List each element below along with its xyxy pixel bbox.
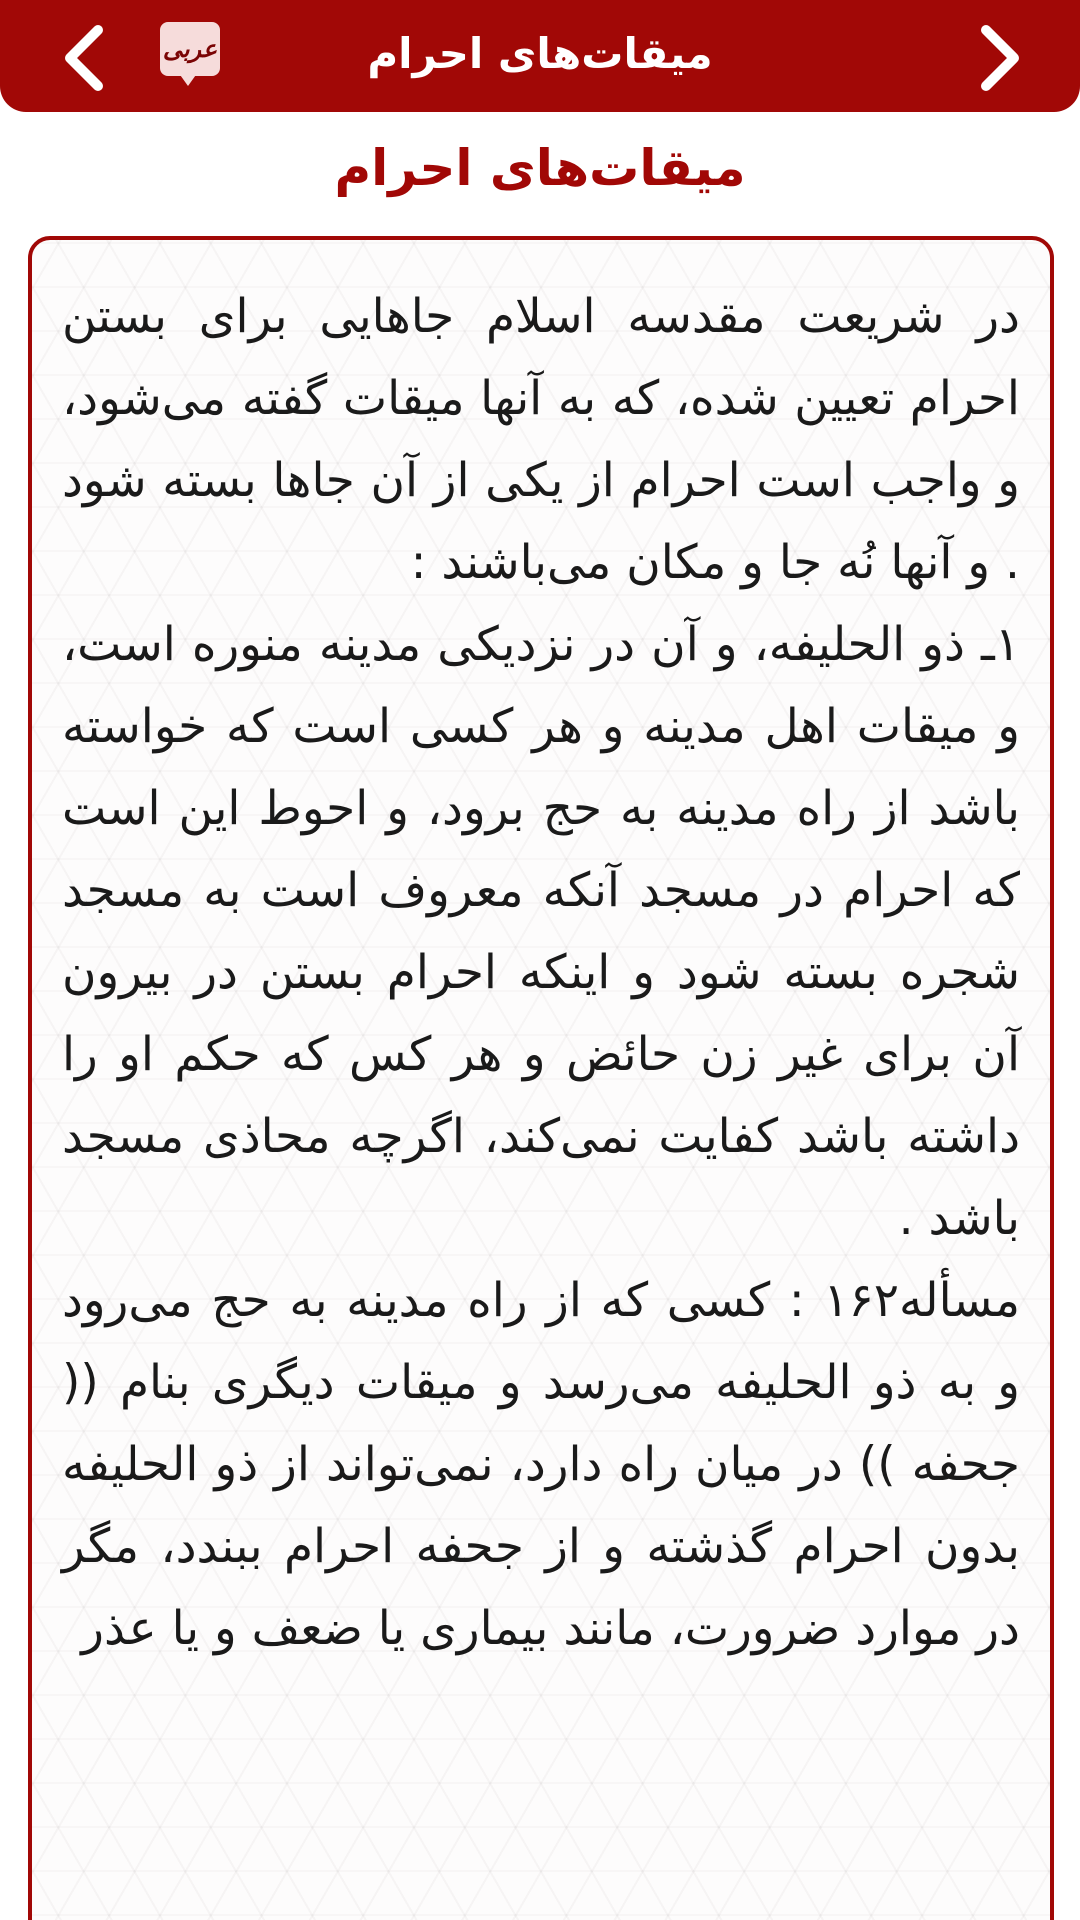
page-title: میقات‌های احرام (334, 139, 746, 197)
back-button[interactable] (960, 18, 1040, 98)
forward-button[interactable] (44, 18, 124, 98)
paragraph-issue-162: مسأله۱۶۲ : کسی که از راه مدینه به حج می‌رود و به ذو الحلیفه می‌رسد و میقات دیگری بنام (( جحفه )) در میان راه دارد، نمی‌تواند از ذو الحلیفه بدون احرام گذشته و از جحفه احرام ببندد، مگر در موارد ضرورت، مانند بیماری یا ضعف و یا عذر (62, 1273, 1020, 1656)
article-body (62, 276, 1020, 1670)
paragraph-intro: در شریعت مقدسه اسلام جاهایی برای بستن احرام تعیین شده، که به آنها میقات گفته می‌شود، و واجب است احرام از یکی از آن جاها بسته شود . و آنها نُه جا و مکان می‌باشند : (62, 289, 1020, 590)
paragraph-dhul-hulayfah: ۱ـ ذو الحلیفه، و آن در نزدیکی مدینه منوره است، و میقات اهل مدینه و هر کسی است که خواسته باشد از راه مدینه به حج برود، و احوط این است که احرام در مسجد آنکه معروف است به مسجد شجره بسته شود و اینکه احرام بستن در بیرون آن برای غیر زن حائض و هر کس که حکم او را داشته باشد کفایت نمی‌کند، اگرچه محاذی مسجد باشد . (62, 617, 1020, 1246)
arabic-language-button[interactable] (160, 22, 226, 88)
chevron-left-icon (44, 18, 124, 98)
chevron-right-icon (960, 18, 1040, 98)
content-card (28, 236, 1054, 1920)
header-bar (0, 0, 1080, 112)
arabic-language-label: عربی (162, 34, 218, 63)
header-title: میقات‌های احرام (367, 29, 713, 78)
